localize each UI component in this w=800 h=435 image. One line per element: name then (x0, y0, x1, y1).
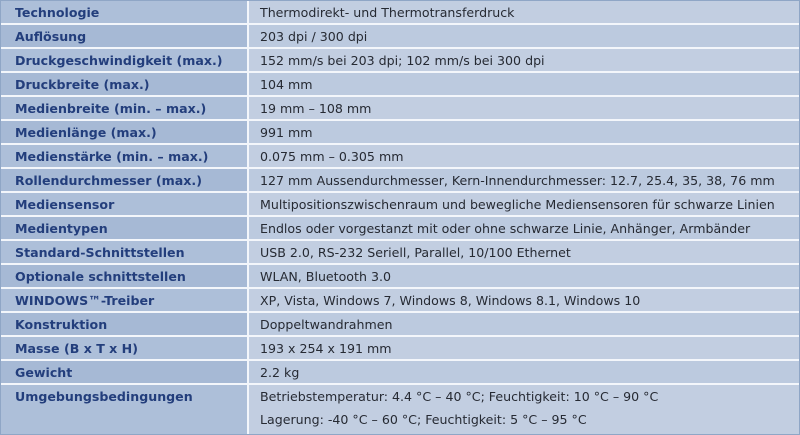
spec-row-druckgeschwindigkeit (1, 49, 799, 73)
spec-label: Medienlänge (max.) (1, 121, 249, 143)
spec-row-rollendurchmesser (1, 169, 799, 193)
spec-label: Druckgeschwindigkeit (max.) (1, 49, 249, 71)
spec-label: Mediensensor (1, 193, 249, 215)
spec-row-konstruktion (1, 313, 799, 337)
spec-value: XP, Vista, Windows 7, Windows 8, Windows 8.1, Windows 10 (249, 289, 799, 311)
spec-label: Optionale schnittstellen (1, 265, 249, 287)
spec-value: Doppeltwandrahmen (249, 313, 799, 335)
spec-value (249, 385, 799, 434)
spec-row-masse (1, 337, 799, 361)
spec-value: Endlos oder vorgestanzt mit oder ohne schwarze Linie, Anhänger, Armbänder (249, 217, 799, 239)
spec-row-medienlaenge (1, 121, 799, 145)
spec-row-gewicht (1, 361, 799, 385)
spec-label: Standard-Schnittstellen (1, 241, 249, 263)
spec-row-medienbreite (1, 97, 799, 121)
spec-row-windows-treiber (1, 289, 799, 313)
spec-value: 991 mm (249, 121, 799, 143)
spec-row-optionale-schnittstellen (1, 265, 799, 289)
spec-value-line-1: Betriebstemperatur: 4.4 °C – 40 °C; Feuchtigkeit: 10 °C – 90 °C (260, 389, 659, 404)
spec-row-medientypen (1, 217, 799, 241)
spec-value: 152 mm/s bei 203 dpi; 102 mm/s bei 300 dpi (249, 49, 799, 71)
spec-label: Rollendurchmesser (max.) (1, 169, 249, 191)
spec-label: Konstruktion (1, 313, 249, 335)
spec-row-standard-schnittstellen (1, 241, 799, 265)
spec-row-mediensensor (1, 193, 799, 217)
spec-row-technologie (1, 1, 799, 25)
spec-label: Technologie (1, 1, 249, 23)
spec-label: Medienbreite (min. – max.) (1, 97, 249, 119)
spec-value: Thermodirekt- und Thermotransferdruck (249, 1, 799, 23)
spec-value: 193 x 254 x 191 mm (249, 337, 799, 359)
spec-value-line-2: Lagerung: -40 °C – 60 °C; Feuchtigkeit: 5 °C – 95 °C (260, 411, 587, 427)
spec-value: 127 mm Aussendurchmesser, Kern-Innendurchmesser: 12.7, 25.4, 35, 38, 76 mm (249, 169, 799, 191)
spec-label: Gewicht (1, 361, 249, 383)
spec-value: 0.075 mm – 0.305 mm (249, 145, 799, 167)
spec-label: Medientypen (1, 217, 249, 239)
spec-value: Multipositionszwischenraum und bewegliche Mediensensoren für schwarze Linien (249, 193, 799, 215)
spec-label: Masse (B x T x H) (1, 337, 249, 359)
spec-row-medienstaerke (1, 145, 799, 169)
spec-label: Medienstärke (min. – max.) (1, 145, 249, 167)
spec-label: WINDOWS™-Treiber (1, 289, 249, 311)
spec-row-druckbreite (1, 73, 799, 97)
spec-value: USB 2.0, RS-232 Seriell, Parallel, 10/100 Ethernet (249, 241, 799, 263)
spec-row-umgebungsbedingungen (1, 385, 799, 434)
spec-value: 19 mm – 108 mm (249, 97, 799, 119)
spec-label: Auflösung (1, 25, 249, 47)
spec-value: 203 dpi / 300 dpi (249, 25, 799, 47)
spec-value: WLAN, Bluetooth 3.0 (249, 265, 799, 287)
spec-row-aufloesung (1, 25, 799, 49)
spec-value: 2.2 kg (249, 361, 799, 383)
spec-value: 104 mm (249, 73, 799, 95)
spec-label: Umgebungsbedingungen (1, 385, 249, 434)
spec-label: Druckbreite (max.) (1, 73, 249, 95)
